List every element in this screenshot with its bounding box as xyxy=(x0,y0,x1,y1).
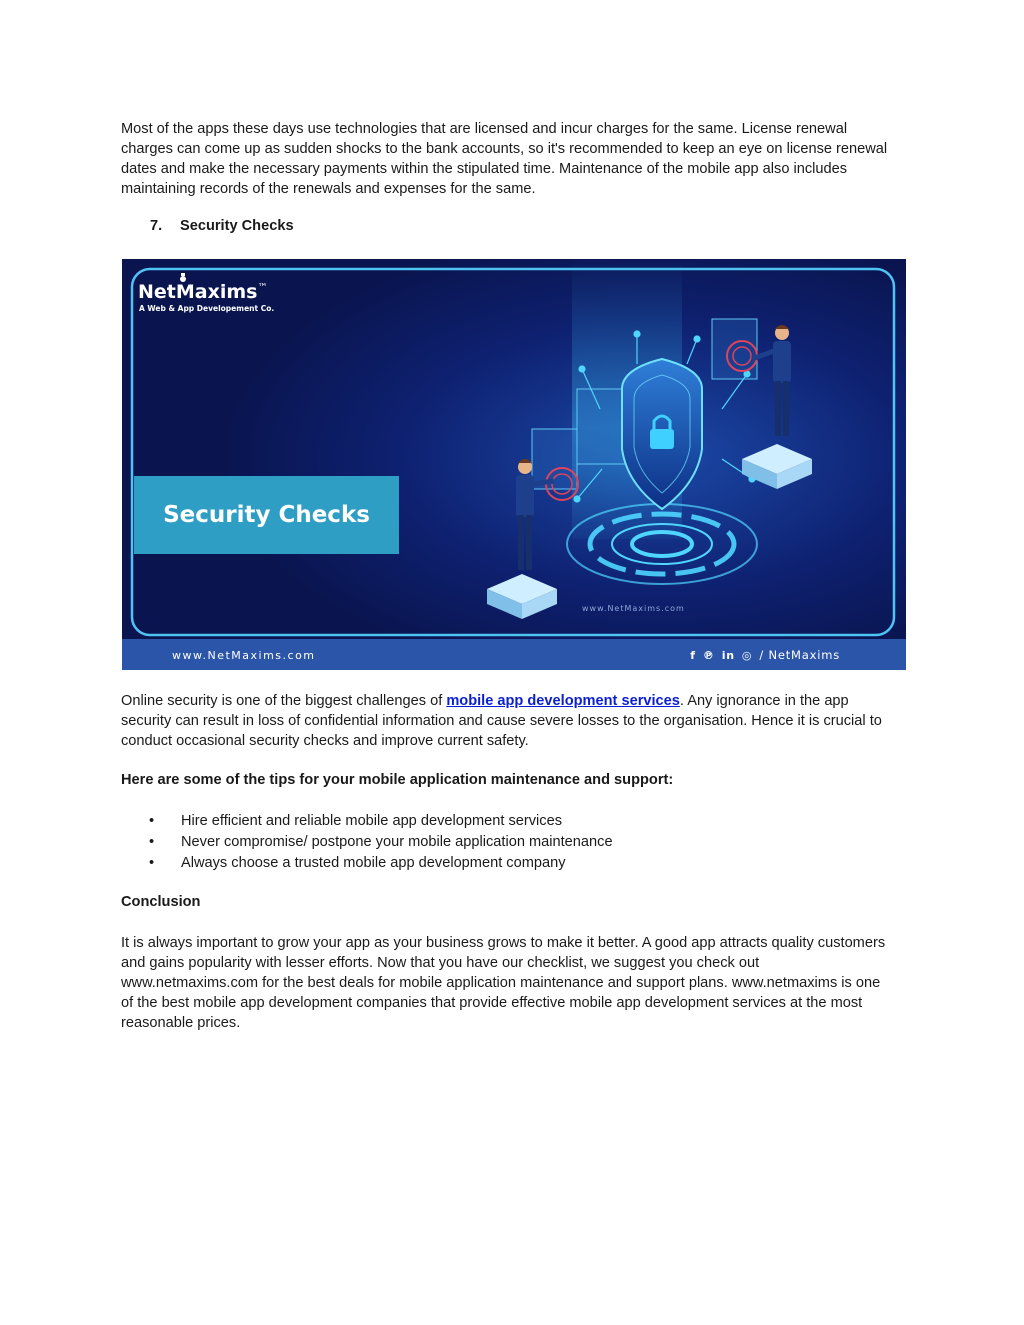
section-number: 7. xyxy=(150,218,163,234)
tips-heading: Here are some of the tips for your mobile application maintenance and support: xyxy=(121,772,674,788)
security-text-after: . Any ignorance in the app security can result in loss of confidential information and cause severe losses to the organisation. Hence it is crucial to conduct occasional security checks and improve current safety. xyxy=(121,693,882,749)
security-checks-banner xyxy=(122,259,906,670)
bullet-icon: • xyxy=(149,855,155,871)
section-heading xyxy=(150,218,294,234)
conclusion-paragraph: It is always important to grow your app as your business grows to make it better. A good app attracts quality customers and gains popularity with lesser efforts. Now that you have our checklist, we suggest you check out www.netmaxims.com for the best deals for mobile application maintenance and support plans. www.netmaxims is one of the best mobile app development companies that provide effective mobile app development services at the most reasonable prices. xyxy=(121,935,886,1031)
pinterest-icon: ℗ xyxy=(702,649,715,662)
facebook-icon: f xyxy=(690,649,696,662)
security-paragraph xyxy=(121,691,893,751)
bullet-icon: • xyxy=(149,834,155,850)
list-item xyxy=(121,832,613,853)
conclusion-heading: Conclusion xyxy=(121,894,201,910)
banner-watermark: www.NetMaxims.com xyxy=(582,604,685,613)
security-text-before: Online security is one of the biggest challenges of xyxy=(121,693,447,709)
tips-list xyxy=(121,811,613,874)
bullet-icon: • xyxy=(149,813,155,829)
instagram-icon: ◎ xyxy=(741,649,753,662)
brand-name: NetMaxims xyxy=(138,281,258,303)
list-item xyxy=(121,853,613,874)
banner-artwork xyxy=(122,259,906,670)
list-item-text: Never compromise/ postpone your mobile application maintenance xyxy=(181,834,613,850)
list-item-text: Always choose a trusted mobile app development company xyxy=(181,855,566,871)
banner-headline: Security Checks xyxy=(163,502,370,528)
brand-logo xyxy=(138,281,267,303)
trademark-mark: ™ xyxy=(257,282,268,294)
section-title: Security Checks xyxy=(180,218,294,234)
headline-box xyxy=(134,476,399,554)
social-footer xyxy=(690,648,840,662)
list-item xyxy=(121,811,613,832)
footer-url: www.NetMaxims.com xyxy=(172,649,316,662)
social-handle: / NetMaxims xyxy=(759,648,840,662)
brand-tagline: A Web & App Developement Co. xyxy=(139,304,275,313)
mobile-app-services-link[interactable]: mobile app development services xyxy=(446,693,680,709)
linkedin-icon: in xyxy=(721,649,735,662)
list-item-text: Hire efficient and reliable mobile app development services xyxy=(181,813,562,829)
intro-paragraph: Most of the apps these days use technologies that are licensed and incur charges for the same. License renewal charges can come up as sudden shocks to the bank accounts, so it's recommended to keep an eye on license renewal dates and make the necessary payments within the stipulated time. Maintenance of the mobile app also includes maintaining records of the renewals and expenses for the same. xyxy=(121,121,888,197)
